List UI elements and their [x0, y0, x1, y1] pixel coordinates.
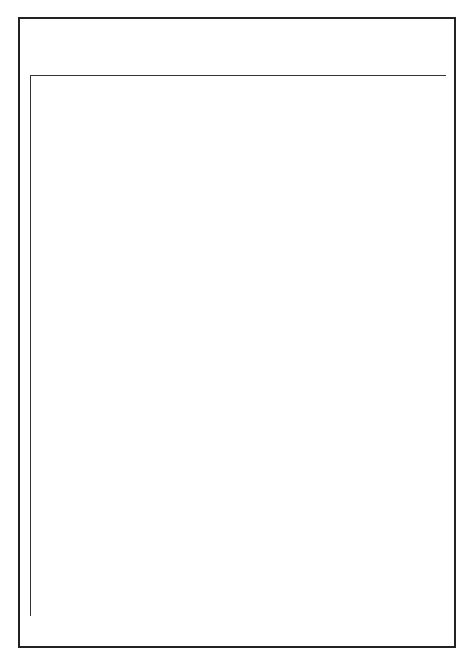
chart-title: [20, 19, 454, 75]
consonant-grid: [30, 75, 446, 616]
chart-sheet: [18, 17, 456, 648]
